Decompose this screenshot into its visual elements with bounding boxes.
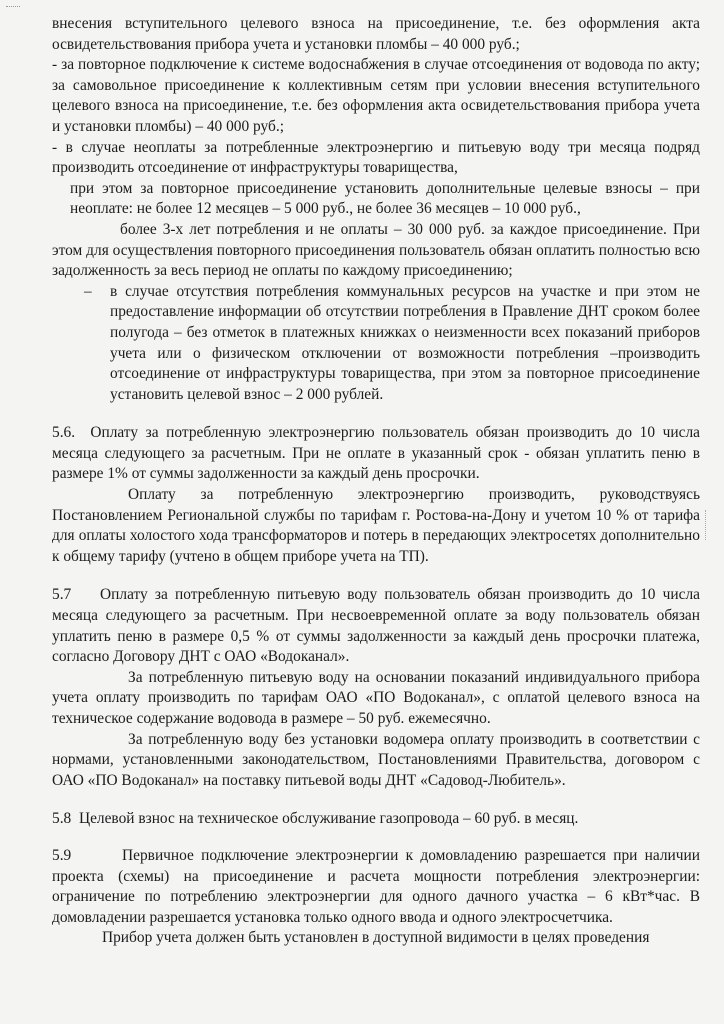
section-5-7-paragraph-3: За потребленную воду без установки водомера оплату производить в соответствии с нормами, установленными законодательством, Постановлениями Правительства, договором с ОАО «ПО Водоканал» на поставку питьевой воды ДНТ «Садовод-Любитель».: [52, 730, 700, 789]
section-5-6: [52, 423, 700, 485]
section-number: 5.9: [52, 846, 72, 864]
section-5-6-paragraph-2: Оплату за потребленную электроэнергию производить, руководствуясь Постановлением Региональной службы по тарифам г. Ростова-на-Дону и учетом 10 % от тарифа для оплаты холостого хода трансформаторов и потерь в передающих электросетях дополнительно к общему тарифу (учтено в общем приборе учета на ТП).: [52, 486, 700, 565]
section-5-9-paragraph-2: Прибор учета должен быть установлен в доступной видимости в целях проведения: [102, 929, 650, 947]
bullet-item: [84, 282, 700, 406]
paragraph-nonpayment-disconnection: - в случае неоплаты за потребленные электроэнергию и питьевую воду три месяца подряд производить отсоединение от инфраструктуры товарищества,: [52, 138, 700, 177]
bullet-dash: –: [84, 282, 92, 300]
section-number: 5.8: [52, 810, 72, 828]
section-5-7-paragraph-2: За потребленную питьевую воду на основании показаний индивидуального прибора учета оплату производить по тарифам ОАО «ПО Водоканал», с оплатой целевого взноса на техническое содержание водовода в размере – 50 руб. ежемесячно.: [52, 668, 700, 727]
section-number: 5.7: [52, 586, 72, 604]
paragraph-reconnection-fees: при этом за повторное присоединение установить дополнительные целевые взносы – при неоплате: не более 12 месяцев – 5 000 руб., не более 36 месяцев – 10 000 руб.,: [70, 179, 700, 218]
paragraph-continuation: внесения вступительного целевого взноса на присоединение, т.е. без оформления акта освидетельствования прибора учета и установки пломбы – 40 000 руб.;: [52, 15, 700, 53]
paragraph-over-3-years: более 3-х лет потребления и не оплаты – 30 000 руб. за каждое присоединение. При этом для осуществления повторного присоединения пользователь обязан оплатить полностью всю задолженность за весь период не оплаты по каждому присоединению;: [52, 220, 700, 280]
section-text: Оплату за потребленную электроэнергию пользователь обязан производить до 10 числа месяца следующего за расчетным. При не оплате в указанный срок - обязан уплатить пеню в размере 1% от суммы задолженности за каждый день просрочки.: [52, 424, 700, 483]
section-text: Целевой взнос на техническое обслуживание газопровода – 60 руб. в месяц.: [78, 810, 579, 828]
section-5-9: [52, 846, 700, 928]
paragraph-water-reconnection: - за повторное подключение к системе водоснабжения в случае отсоединения от водовода по акту; за самовольное присоединение к коллективным сетям при условии внесения вступительного целевого взноса на присоединение, т.е. без оформления акта освидетельствования прибора учета и установки пломбы) – 40 000 руб.;: [52, 56, 700, 135]
section-number: 5.6.: [52, 424, 76, 442]
section-text: Первичное подключение электроэнергии к домовладению разрешается при наличии проекта (схемы) на присоединение и расчета мощности потребления электроэнергии: ограничение по потреблению электроэнергии для одного дачного участка – 6 кВт*час. В домовладении разрешается установка только одного ввода и одного электросчетчика.: [52, 846, 700, 926]
section-5-7: [52, 585, 700, 667]
section-5-8: [52, 809, 700, 830]
section-text: Оплату за потребленную питьевую воду пользователь обязан производить до 10 числа месяца следующего за расчетным. При несвоевременной оплате за воду пользователь обязан уплатить пеню в размере 0,5 % от суммы задолженности за каждый день просрочки платежа, согласно Договору ДНТ с ОАО «Водоканал».: [52, 586, 700, 666]
bullet-text: в случае отсутствия потребления коммунальных ресурсов на участке и при этом не предоставление информации об отсутствии потребления в Правление ДНТ сроком более полугода – без отметок в платежных книжках о неизменности всех показаний приборов учета или о физическом отключении от возможности потребления –производить отсоединение от инфраструктуры товарищества, при этом за повторное присоединение установить целевой взнос – 2 000 рублей.: [110, 282, 700, 403]
